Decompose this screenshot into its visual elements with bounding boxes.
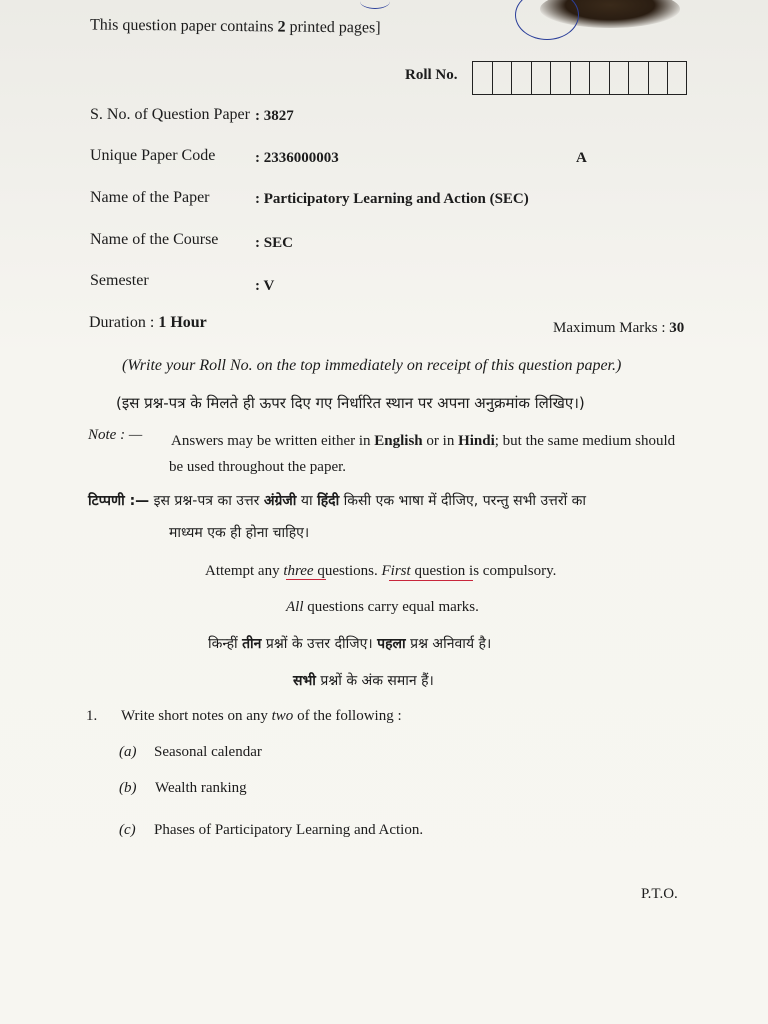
roll-no-cell[interactable] [511, 61, 531, 95]
pto-label: P.T.O. [641, 886, 678, 902]
note-text-a: Answers may be written either in [171, 433, 375, 449]
attempt-hi-pehla: पहला [377, 636, 406, 652]
question-1-number: 1. [86, 708, 98, 724]
q1-stem-a: Write short notes on any [121, 708, 272, 724]
maximum-marks-label: Maximum Marks : [553, 320, 670, 336]
roll-no-label: Roll No. [405, 67, 458, 83]
note-text-c: or in [422, 433, 459, 449]
note-english: English [374, 433, 423, 449]
q1-item-label: (c) [119, 822, 136, 838]
equal-hi-sabhi: सभी [293, 673, 316, 689]
tippani-label: टिप्पणी :— [88, 493, 150, 509]
roll-no-cell[interactable] [472, 61, 492, 95]
attempt-text-c: questions. [313, 563, 382, 579]
upc-label: Unique Paper Code [90, 147, 216, 164]
question-1-stem [121, 708, 402, 725]
printed-pages-count: 2 [277, 18, 286, 36]
duration-label: Duration : [89, 314, 159, 331]
tippani-text-a: इस प्रश्न-पत्र का उत्तर [149, 493, 264, 509]
roll-instruction-hindi: (इस प्रश्न-पत्र के मिलते ही ऊपर दिए गए निर्धारित स्थान पर अपना अनुक्रमांक लिखिए।) [116, 394, 585, 412]
sno-label: S. No. of Question Paper [90, 106, 250, 123]
red-underline-first-question [389, 580, 473, 581]
red-underline-three [286, 579, 326, 580]
equal-marks-instruction [286, 599, 479, 616]
attempt-text-e: question is compulsory. [410, 563, 557, 579]
duration-value: 1 Hour [158, 314, 207, 331]
printed-pages-prefix: This question paper contains [89, 16, 278, 36]
roll-no-cell[interactable] [648, 61, 668, 95]
semester-label: Semester [90, 272, 149, 289]
course-name-value: : SEC [255, 235, 293, 251]
maximum-marks-value: 30 [669, 320, 685, 336]
roll-instruction-english: (Write your Roll No. on the top immediately on receipt of this question paper.) [122, 357, 622, 374]
tippani-line-2: माध्यम एक ही होना चाहिए। [169, 525, 310, 541]
tippani-hindi: हिंदी [317, 493, 340, 509]
paper-name-label: Name of the Paper [90, 189, 210, 206]
attempt-hi-teen: तीन [242, 636, 262, 652]
roll-no-cell[interactable] [531, 61, 551, 95]
q1-item-text: Seasonal calendar [154, 744, 262, 760]
semester-value: : V [255, 278, 275, 294]
roll-no-cell[interactable] [609, 61, 629, 95]
duration [89, 314, 207, 332]
attempt-first: First [381, 563, 411, 579]
roll-no-cell[interactable] [667, 61, 687, 95]
roll-no-boxes[interactable] [472, 61, 687, 95]
equal-all: All [286, 599, 304, 615]
paper-name-value: : Participatory Learning and Action (SEC) [255, 191, 529, 207]
note-line-1 [171, 433, 675, 450]
equal-marks-instruction-hindi [293, 671, 434, 690]
pen-scribble-mark [360, 0, 390, 9]
note-hindi: Hindi [458, 433, 495, 449]
note-text-e: ; but the same medium should [494, 433, 676, 449]
attempt-instruction-hindi [208, 634, 491, 653]
roll-no-cell[interactable] [628, 61, 648, 95]
note-line-2: be used throughout the paper. [169, 459, 347, 475]
roll-no-cell[interactable] [550, 61, 570, 95]
roll-no-cell[interactable] [589, 61, 609, 95]
printed-pages-suffix: printed pages] [285, 18, 381, 37]
printed-pages-note [90, 16, 381, 37]
attempt-three: three [283, 563, 314, 579]
attempt-hi-a: किन्हीं [208, 636, 243, 652]
q1-item-text: Phases of Participatory Learning and Action. [154, 822, 424, 838]
tippani-text-e: किसी एक भाषा में दीजिए, परन्तु सभी उत्तरों का [339, 493, 587, 509]
tippani-angreji: अंग्रेजी [263, 493, 297, 509]
tippani-text-c: या [296, 493, 318, 509]
upc-set: A [576, 150, 587, 166]
q1-stem-c: of the following : [293, 708, 402, 724]
q1-stem-two: two [271, 708, 294, 724]
tippani-line-1 [88, 491, 586, 510]
q1-item-label: (a) [119, 744, 137, 760]
sno-value: : 3827 [255, 108, 294, 124]
pen-circle-mark [515, 0, 579, 40]
q1-item-label: (b) [119, 780, 137, 796]
q1-item-text: Wealth ranking [155, 780, 247, 796]
equal-text: questions carry equal marks. [303, 599, 479, 615]
attempt-instruction [205, 563, 556, 580]
note-label: Note : — [88, 427, 143, 443]
attempt-hi-e: प्रश्न अनिवार्य है। [405, 636, 492, 652]
attempt-hi-c: प्रश्नों के उत्तर दीजिए। [261, 636, 378, 652]
course-name-label: Name of the Course [90, 231, 219, 248]
roll-no-cell[interactable] [570, 61, 590, 95]
equal-hi-text: प्रश्नों के अंक समान हैं। [315, 673, 434, 689]
upc-value: : 2336000003 [255, 150, 339, 166]
attempt-text-a: Attempt any [205, 563, 284, 579]
roll-no-cell[interactable] [492, 61, 512, 95]
maximum-marks [553, 320, 684, 337]
